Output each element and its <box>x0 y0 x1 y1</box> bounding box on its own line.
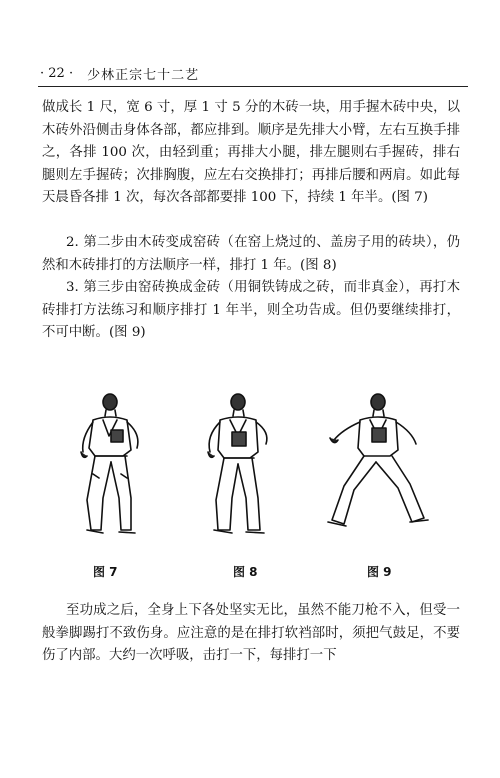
header-rule <box>38 86 468 87</box>
figure-8-caption: 图 8 <box>233 565 258 579</box>
book-title: 少林正宗七十二艺 <box>87 67 200 83</box>
figure-7-caption: 图 7 <box>93 565 118 579</box>
paragraph-1: 做成长 1 尺，宽 6 寸，厚 1 寸 5 分的木砖一块，用手握木砖中央，以木砖外沿侧击身体各部，都应排到。顺序是先排大小臂，左右互换手排之，各排 100 次，由轻到重；再排大小腿，排左腿则右手握砖，排右腿则左手握砖；次排胸腹，应左右交换排打；再排后腰和两肩。如此每天晨昏各排 1 次，每次各部都要排 100 下，持续 1 年半。(图 7) <box>42 100 460 206</box>
figure-9-caption: 图 9 <box>367 565 392 579</box>
page-number: · 22 · <box>40 65 74 81</box>
page-header <box>40 62 460 84</box>
paragraph-4: 至功成之后，全身上下各处坚实无比，虽然不能刀枪不入，但受一般拳脚踢打不致伤身。应注意的是在排打软裆部时，须把气鼓足，不要伤了内部。大约一次呼吸，击打一下，每排打一下 <box>42 603 460 664</box>
paragraph-2: 2. 第二步由木砖变成窑砖（在窑上烧过的、盖房子用的砖块），仍然和木砖排打的方法顺序一样，排打 1 年。(图 8) <box>42 235 460 273</box>
martial-artist-striking-arm-illustration <box>65 390 195 550</box>
martial-artist-striking-chest-illustration <box>188 390 318 550</box>
martial-artist-horse-stance-illustration <box>320 390 450 550</box>
paragraph-3: 3. 第三步由窑砖换成金砖（用铜铁铸成之砖，而非真金），再打木砖排打方法练习和顺序排打 1 年半，则全功告成。但仍要继续排打，不可中断。(图 9) <box>42 280 460 341</box>
